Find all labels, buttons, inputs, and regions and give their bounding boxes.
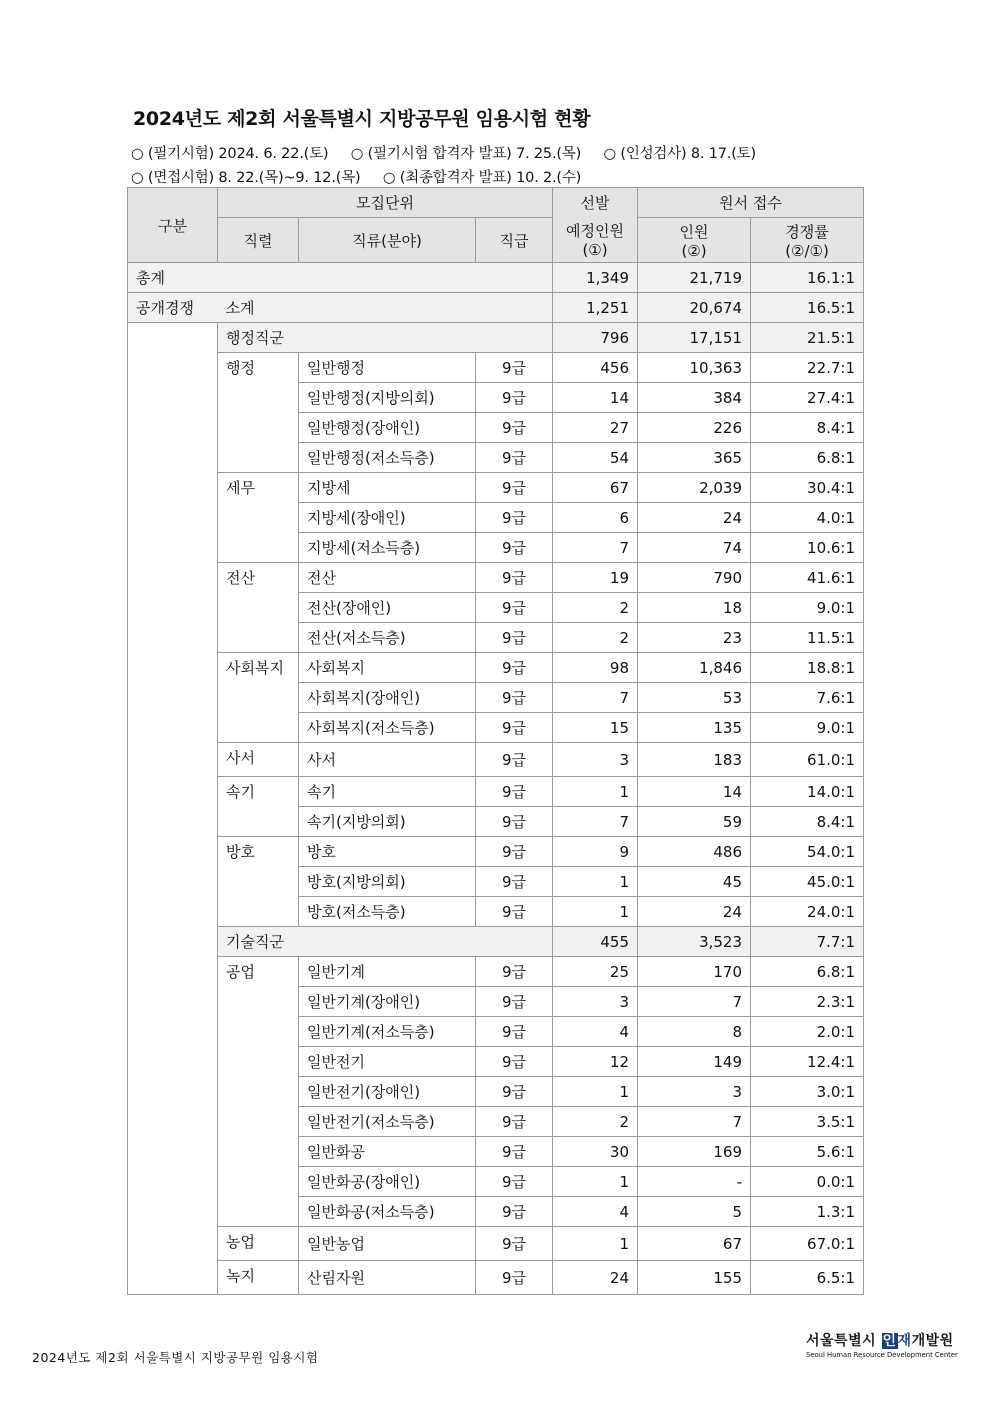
grade: 9급 xyxy=(476,653,553,683)
group-ratio: 7.7:1 xyxy=(751,927,864,957)
table-row xyxy=(128,473,864,503)
applicant-count: 7 xyxy=(638,1107,751,1137)
series-name: 세무 xyxy=(218,473,299,563)
grade: 9급 xyxy=(476,473,553,503)
header-gyeongjaeng: 경쟁률 xyxy=(785,222,829,241)
series-name: 공업 xyxy=(218,957,299,1227)
grade: 9급 xyxy=(476,503,553,533)
applicant-count: 59 xyxy=(638,807,751,837)
header-mark-1: (①) xyxy=(582,241,608,260)
header-mark-2: (②) xyxy=(681,241,707,260)
grade: 9급 xyxy=(476,563,553,593)
planned-count: 9 xyxy=(553,837,638,867)
field-name: 일반행정(저소득층) xyxy=(299,443,476,473)
open-planned: 1,251 xyxy=(553,293,638,323)
field-name: 일반행정(장애인) xyxy=(299,413,476,443)
schedule-interview: ○ (면접시험) 8. 22.(목)~9. 12.(목) xyxy=(131,170,361,186)
competition-ratio: 7.6:1 xyxy=(751,683,864,713)
competition-ratio: 2.3:1 xyxy=(751,987,864,1017)
field-name: 일반화공(저소득층) xyxy=(299,1197,476,1227)
competition-ratio: 6.8:1 xyxy=(751,957,864,987)
planned-count: 7 xyxy=(553,807,638,837)
competition-ratio: 22.7:1 xyxy=(751,353,864,383)
grade: 9급 xyxy=(476,867,553,897)
planned-count: 456 xyxy=(553,353,638,383)
applicant-count: 790 xyxy=(638,563,751,593)
competition-ratio: 9.0:1 xyxy=(751,713,864,743)
competition-ratio: 0.0:1 xyxy=(751,1167,864,1197)
competition-ratio: 45.0:1 xyxy=(751,867,864,897)
planned-count: 67 xyxy=(553,473,638,503)
planned-count: 4 xyxy=(553,1017,638,1047)
group-row xyxy=(128,927,864,957)
header-applicants xyxy=(638,218,751,263)
applicant-count: 5 xyxy=(638,1197,751,1227)
field-name: 일반기계 xyxy=(299,957,476,987)
group-applicants: 3,523 xyxy=(638,927,751,957)
grade: 9급 xyxy=(476,957,553,987)
planned-count: 19 xyxy=(553,563,638,593)
field-name: 속기(지방의회) xyxy=(299,807,476,837)
footer-text: 2024년도 제2회 서울특별시 지방공무원 임용시험 xyxy=(32,1350,319,1365)
group-row xyxy=(128,323,864,353)
total-row xyxy=(128,263,864,293)
header-mark-3: (②/①) xyxy=(785,241,829,260)
planned-count: 98 xyxy=(553,653,638,683)
total-label: 총계 xyxy=(128,263,553,293)
applicant-count: 14 xyxy=(638,777,751,807)
header-planned xyxy=(553,218,638,263)
field-name: 산림자원 xyxy=(299,1261,476,1295)
applicant-count: 183 xyxy=(638,743,751,777)
field-name: 일반기계(장애인) xyxy=(299,987,476,1017)
field-name: 일반화공(장애인) xyxy=(299,1167,476,1197)
competition-ratio: 54.0:1 xyxy=(751,837,864,867)
planned-count: 12 xyxy=(553,1047,638,1077)
field-name: 사회복지(저소득층) xyxy=(299,713,476,743)
grade: 9급 xyxy=(476,713,553,743)
field-name: 방호 xyxy=(299,837,476,867)
series-name: 행정 xyxy=(218,353,299,473)
recruitment-table xyxy=(127,187,864,1295)
series-name: 속기 xyxy=(218,777,299,837)
planned-count: 2 xyxy=(553,623,638,653)
planned-count: 2 xyxy=(553,1107,638,1137)
competition-ratio: 27.4:1 xyxy=(751,383,864,413)
header-mojip: 모집단위 xyxy=(218,188,553,218)
group-planned: 455 xyxy=(553,927,638,957)
planned-count: 1 xyxy=(553,777,638,807)
competition-ratio: 14.0:1 xyxy=(751,777,864,807)
schedule-line-1 xyxy=(131,142,774,163)
schedule-written-result: ○ (필기시험 합격자 발표) 7. 25.(목) xyxy=(350,146,582,162)
group-planned: 796 xyxy=(553,323,638,353)
series-name: 사서 xyxy=(218,743,299,777)
applicant-count: 24 xyxy=(638,897,751,927)
planned-count: 3 xyxy=(553,987,638,1017)
grade: 9급 xyxy=(476,1077,553,1107)
table-row xyxy=(128,563,864,593)
grade: 9급 xyxy=(476,443,553,473)
grade: 9급 xyxy=(476,413,553,443)
applicant-count: 3 xyxy=(638,1077,751,1107)
field-name: 지방세(저소득층) xyxy=(299,533,476,563)
page-title: 2024년도 제2회 서울특별시 지방공무원 임용시험 현황 xyxy=(133,108,591,130)
table-row xyxy=(128,743,864,777)
table-row xyxy=(128,1261,864,1295)
competition-ratio: 8.4:1 xyxy=(751,413,864,443)
series-name: 농업 xyxy=(218,1227,299,1261)
open-subtotal-label: 소계 xyxy=(218,293,553,323)
planned-count: 1 xyxy=(553,1167,638,1197)
applicant-count: 8 xyxy=(638,1017,751,1047)
header-ratio xyxy=(751,218,864,263)
competition-ratio: 41.6:1 xyxy=(751,563,864,593)
planned-count: 27 xyxy=(553,413,638,443)
table-row xyxy=(128,353,864,383)
applicant-count: 24 xyxy=(638,503,751,533)
planned-count: 6 xyxy=(553,503,638,533)
planned-count: 24 xyxy=(553,1261,638,1295)
applicant-count: 53 xyxy=(638,683,751,713)
grade: 9급 xyxy=(476,1047,553,1077)
competition-ratio: 61.0:1 xyxy=(751,743,864,777)
competition-ratio: 6.5:1 xyxy=(751,1261,864,1295)
competition-ratio: 2.0:1 xyxy=(751,1017,864,1047)
field-name: 사회복지 xyxy=(299,653,476,683)
competition-ratio: 3.0:1 xyxy=(751,1077,864,1107)
applicant-count: 45 xyxy=(638,867,751,897)
field-name: 일반행정(지방의회) xyxy=(299,383,476,413)
header-yejeong: 예정인원 xyxy=(566,222,624,241)
field-name: 방호(저소득층) xyxy=(299,897,476,927)
planned-count: 1 xyxy=(553,1077,638,1107)
schedule-written-exam: ○ (필기시험) 2024. 6. 22.(토) xyxy=(131,146,329,162)
header-wonseo: 원서 접수 xyxy=(638,188,864,218)
open-ratio: 16.5:1 xyxy=(751,293,864,323)
header-gubun: 구분 xyxy=(128,188,218,263)
grade: 9급 xyxy=(476,353,553,383)
open-applicants: 20,674 xyxy=(638,293,751,323)
field-name: 일반화공 xyxy=(299,1137,476,1167)
planned-count: 14 xyxy=(553,383,638,413)
schedule-final-result: ○ (최종합격자 발표) 10. 2.(수) xyxy=(382,170,582,186)
applicant-count: 149 xyxy=(638,1047,751,1077)
applicant-count: 10,363 xyxy=(638,353,751,383)
header-jikryu: 직류(분야) xyxy=(299,218,476,263)
competition-ratio: 5.6:1 xyxy=(751,1137,864,1167)
field-name: 방호(지방의회) xyxy=(299,867,476,897)
applicant-count: 155 xyxy=(638,1261,751,1295)
grade: 9급 xyxy=(476,743,553,777)
grade: 9급 xyxy=(476,1137,553,1167)
planned-count: 4 xyxy=(553,1197,638,1227)
field-name: 일반전기 xyxy=(299,1047,476,1077)
planned-count: 7 xyxy=(553,683,638,713)
grade: 9급 xyxy=(476,383,553,413)
total-planned: 1,349 xyxy=(553,263,638,293)
planned-count: 1 xyxy=(553,867,638,897)
applicant-count: 67 xyxy=(638,1227,751,1261)
grade: 9급 xyxy=(476,1167,553,1197)
header-row-2 xyxy=(128,218,864,263)
grade: 9급 xyxy=(476,1197,553,1227)
logo-english: Seoul Human Resource Development Center xyxy=(806,1351,958,1359)
competition-ratio: 9.0:1 xyxy=(751,593,864,623)
open-subtotal-row xyxy=(128,293,864,323)
table-body xyxy=(128,188,864,1295)
applicant-count: 169 xyxy=(638,1137,751,1167)
planned-count: 54 xyxy=(553,443,638,473)
applicant-count: 2,039 xyxy=(638,473,751,503)
open-category-cell xyxy=(128,323,218,1295)
grade: 9급 xyxy=(476,1261,553,1295)
planned-count: 15 xyxy=(553,713,638,743)
field-name: 일반행정 xyxy=(299,353,476,383)
grade: 9급 xyxy=(476,807,553,837)
competition-ratio: 10.6:1 xyxy=(751,533,864,563)
table-row xyxy=(128,653,864,683)
header-inwon: 인원 xyxy=(679,222,709,241)
applicant-count: 365 xyxy=(638,443,751,473)
competition-ratio: 3.5:1 xyxy=(751,1107,864,1137)
field-name: 지방세 xyxy=(299,473,476,503)
header-row-1 xyxy=(128,188,864,218)
grade: 9급 xyxy=(476,1107,553,1137)
table-row xyxy=(128,957,864,987)
grade: 9급 xyxy=(476,533,553,563)
series-name: 사회복지 xyxy=(218,653,299,743)
competition-ratio: 30.4:1 xyxy=(751,473,864,503)
table-row xyxy=(128,777,864,807)
planned-count: 7 xyxy=(553,533,638,563)
table-row xyxy=(128,1227,864,1261)
applicant-count: 23 xyxy=(638,623,751,653)
field-name: 전산(저소득층) xyxy=(299,623,476,653)
agency-logo xyxy=(806,1330,958,1359)
grade: 9급 xyxy=(476,897,553,927)
competition-ratio: 67.0:1 xyxy=(751,1227,864,1261)
group-label: 기술직군 xyxy=(218,927,553,957)
logo-part-1: 서울특별시 xyxy=(806,1333,882,1349)
applicant-count: 170 xyxy=(638,957,751,987)
logo-part-2: 개발원 xyxy=(911,1333,954,1349)
applicant-count: 1,846 xyxy=(638,653,751,683)
header-jikryeol: 직렬 xyxy=(218,218,299,263)
applicant-count: 74 xyxy=(638,533,751,563)
grade: 9급 xyxy=(476,837,553,867)
group-ratio: 21.5:1 xyxy=(751,323,864,353)
logo-korean xyxy=(806,1330,958,1350)
competition-ratio: 6.8:1 xyxy=(751,443,864,473)
grade: 9급 xyxy=(476,987,553,1017)
planned-count: 2 xyxy=(553,593,638,623)
open-label: 공개경쟁 xyxy=(128,293,218,323)
field-name: 전산 xyxy=(299,563,476,593)
competition-ratio: 12.4:1 xyxy=(751,1047,864,1077)
logo-highlight-char: 재 xyxy=(897,1333,912,1349)
grade: 9급 xyxy=(476,683,553,713)
schedule-line-2 xyxy=(131,166,599,187)
applicant-count: 7 xyxy=(638,987,751,1017)
planned-count: 3 xyxy=(553,743,638,777)
total-applicants: 21,719 xyxy=(638,263,751,293)
field-name: 일반농업 xyxy=(299,1227,476,1261)
series-name: 전산 xyxy=(218,563,299,653)
applicant-count: - xyxy=(638,1167,751,1197)
planned-count: 1 xyxy=(553,897,638,927)
grade: 9급 xyxy=(476,593,553,623)
competition-ratio: 4.0:1 xyxy=(751,503,864,533)
field-name: 전산(장애인) xyxy=(299,593,476,623)
header-seonbal: 선발 xyxy=(553,188,638,218)
field-name: 일반전기(장애인) xyxy=(299,1077,476,1107)
field-name: 속기 xyxy=(299,777,476,807)
competition-ratio: 11.5:1 xyxy=(751,623,864,653)
field-name: 지방세(장애인) xyxy=(299,503,476,533)
grade: 9급 xyxy=(476,1227,553,1261)
competition-ratio: 1.3:1 xyxy=(751,1197,864,1227)
group-label: 행정직군 xyxy=(218,323,553,353)
competition-ratio: 24.0:1 xyxy=(751,897,864,927)
planned-count: 25 xyxy=(553,957,638,987)
field-name: 일반전기(저소득층) xyxy=(299,1107,476,1137)
field-name: 일반기계(저소득층) xyxy=(299,1017,476,1047)
applicant-count: 486 xyxy=(638,837,751,867)
grade: 9급 xyxy=(476,777,553,807)
series-name: 방호 xyxy=(218,837,299,927)
competition-ratio: 18.8:1 xyxy=(751,653,864,683)
series-name: 녹지 xyxy=(218,1261,299,1295)
logo-box-char: 인 xyxy=(882,1333,897,1349)
field-name: 사서 xyxy=(299,743,476,777)
field-name: 사회복지(장애인) xyxy=(299,683,476,713)
applicant-count: 226 xyxy=(638,413,751,443)
planned-count: 1 xyxy=(553,1227,638,1261)
grade: 9급 xyxy=(476,1017,553,1047)
applicant-count: 135 xyxy=(638,713,751,743)
grade: 9급 xyxy=(476,623,553,653)
header-jikgeup: 직급 xyxy=(476,218,553,263)
competition-ratio: 8.4:1 xyxy=(751,807,864,837)
schedule-personality-test: ○ (인성검사) 8. 17.(토) xyxy=(603,146,756,162)
total-ratio: 16.1:1 xyxy=(751,263,864,293)
group-applicants: 17,151 xyxy=(638,323,751,353)
applicant-count: 18 xyxy=(638,593,751,623)
table-row xyxy=(128,837,864,867)
applicant-count: 384 xyxy=(638,383,751,413)
planned-count: 30 xyxy=(553,1137,638,1167)
